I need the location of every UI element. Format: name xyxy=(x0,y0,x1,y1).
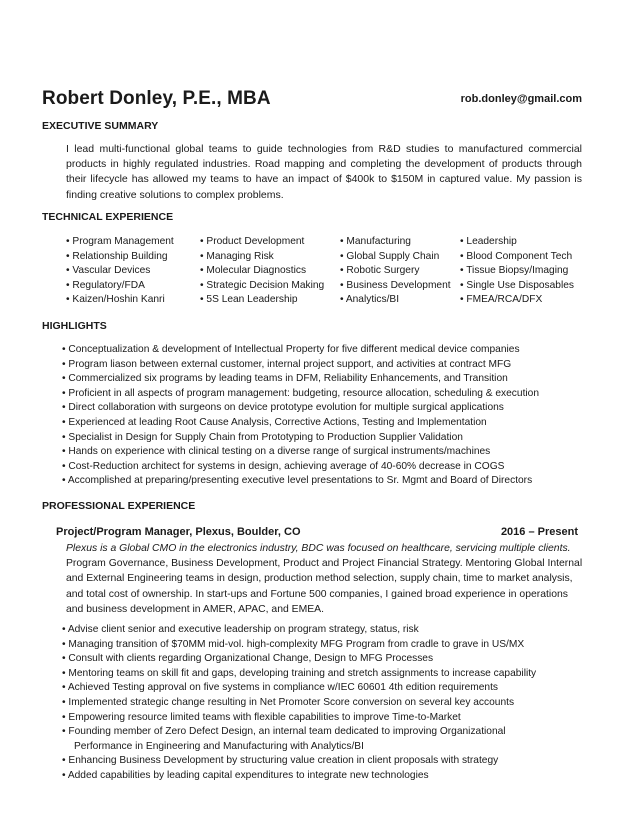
email-address[interactable]: rob.donley@gmail.com xyxy=(460,93,582,105)
list-item: • Hands on experience with clinical testing on a diverse range of surgical instruments/machines xyxy=(62,446,491,458)
company-description: Plexus is a Global CMO in the electronics industry, BDC was focused on healthcare, servicing multiple clients. xyxy=(66,543,571,554)
skill-item: • Manufacturing xyxy=(340,236,411,247)
job-summary: Program Governance, Business Development, Product and Project Financial Strategy. Mentoring Global Internal and External Engineering teams in design, production method selection, supply chain, time to market analysis, and total cost of ownership. In start-ups and Fortune 500 companies, I gained broad experience in operations and business development in AMER, APAC, and EMEA. xyxy=(66,558,583,615)
skill-item: • 5S Lean Leadership xyxy=(200,294,298,306)
executive-summary-heading: EXECUTIVE SUMMARY xyxy=(42,120,159,132)
list-item: • Advise client senior and executive leadership on program strategy, status, risk xyxy=(62,624,419,635)
list-item: • Conceptualization & development of Intellectual Property for five different medical device companies xyxy=(62,344,520,355)
job-description xyxy=(66,541,584,617)
highlights-heading: HIGHLIGHTS xyxy=(42,320,107,332)
skills-row xyxy=(66,293,596,308)
skills-grid xyxy=(66,235,596,308)
job-title: Project/Program Manager, Plexus, Boulder, CO xyxy=(56,526,301,538)
list-item: • Program liason between external customer, internal project support, and activities at contract MFG xyxy=(62,358,512,370)
highlights-list xyxy=(62,343,602,489)
professional-experience-heading: PROFESSIONAL EXPERIENCE xyxy=(42,500,196,512)
list-item: • Managing transition of $70MM mid-vol. high-complexity MFG Program from cradle to grave in US/MX xyxy=(62,638,525,650)
skill-item: • Analytics/BI xyxy=(340,294,400,306)
job-dates: 2016 – Present xyxy=(500,526,578,538)
list-item: • Implemented strategic change resulting in Net Promoter Score conversion on several key accounts xyxy=(62,696,515,708)
executive-summary-text: I lead multi-functional global teams to guide technologies from R&D studies to manufactured commercial products in highly regulated industries. Road mapping and completing the development of products through their lifecycle has allowed my teams to have an impact of $400k to $150M in captured value. My passion is finding creative solutions to complex problems. xyxy=(66,143,582,201)
skill-item: • Strategic Decision Making xyxy=(200,279,325,291)
skill-item: • Molecular Diagnostics xyxy=(200,265,307,277)
list-item: • Mentoring teams on skill fit and gaps, developing training and stretch assignments to increase capability xyxy=(62,667,537,679)
list-item: • Founding member of Zero Defect Design, an internal team dedicated to improving Organizational Performance in Engineering and Manufacturing with Analytics/BI xyxy=(62,726,506,752)
skills-row xyxy=(66,235,596,250)
list-item: • Consult with clients regarding Organizational Change, Design to MFG Processes xyxy=(62,653,434,665)
skill-item: • Managing Risk xyxy=(200,250,274,262)
skill-item: • Leadership xyxy=(460,236,517,247)
job-bullets xyxy=(62,623,602,784)
list-item: • Achieved Testing approval on five systems in compliance w/IEC 60601 4th edition requirements xyxy=(62,682,499,694)
skill-item: • Single Use Disposables xyxy=(460,279,574,291)
skill-item: • Global Supply Chain xyxy=(340,250,440,262)
skill-item: • Business Development xyxy=(340,279,451,291)
skill-item: • Program Management xyxy=(66,236,174,247)
technical-experience-heading: TECHNICAL EXPERIENCE xyxy=(42,211,174,223)
list-item: • Experienced at leading Root Cause Analysis, Corrective Actions, Testing and Implementation xyxy=(62,416,487,428)
skill-item: • Blood Component Tech xyxy=(460,250,573,262)
skill-item: • Vascular Devices xyxy=(66,265,151,277)
list-item: • Enhancing Business Development by structuring value creation in client proposals with strategy xyxy=(62,755,499,767)
list-item: • Specialist in Design for Supply Chain from Prototyping to Production Supplier Validation xyxy=(62,431,463,443)
skill-item: • Robotic Surgery xyxy=(340,265,420,277)
skill-item: • FMEA/RCA/DFX xyxy=(460,294,543,306)
list-item: • Commercialized six programs by leading teams in DFM, Reliability Enhancements, and Transition xyxy=(62,373,508,385)
skill-item: • Kaizen/Hoshin Kanri xyxy=(66,294,165,306)
skill-item: • Regulatory/FDA xyxy=(66,279,145,291)
list-item: • Direct collaboration with surgeons on device prototype evolution for multiple surgical applications xyxy=(62,402,504,414)
list-item: • Accomplished at preparing/presenting executive level presentations to Sr. Mgmt and Board of Directors xyxy=(62,475,533,487)
list-item: • Cost-Reduction architect for systems in design, achieving average of 40-60% decrease in COGS xyxy=(62,460,505,472)
skill-item: • Product Development xyxy=(200,236,305,247)
list-item: • Empowering resource limited teams with flexible capabilities to improve Time-to-Market xyxy=(62,711,461,723)
list-item: • Added capabilities by leading capital expenditures to integrate new technologies xyxy=(62,769,429,781)
skill-item: • Relationship Building xyxy=(66,250,168,262)
skill-item: • Tissue Biopsy/Imaging xyxy=(460,265,569,277)
skills-row xyxy=(66,279,596,294)
skills-row xyxy=(66,264,596,279)
list-item: • Proficient in all aspects of program management: budgeting, resource allocation, scheduling & execution xyxy=(62,387,539,399)
resume-name: Robert Donley, P.E., MBA xyxy=(42,88,271,109)
skills-row xyxy=(66,250,596,265)
